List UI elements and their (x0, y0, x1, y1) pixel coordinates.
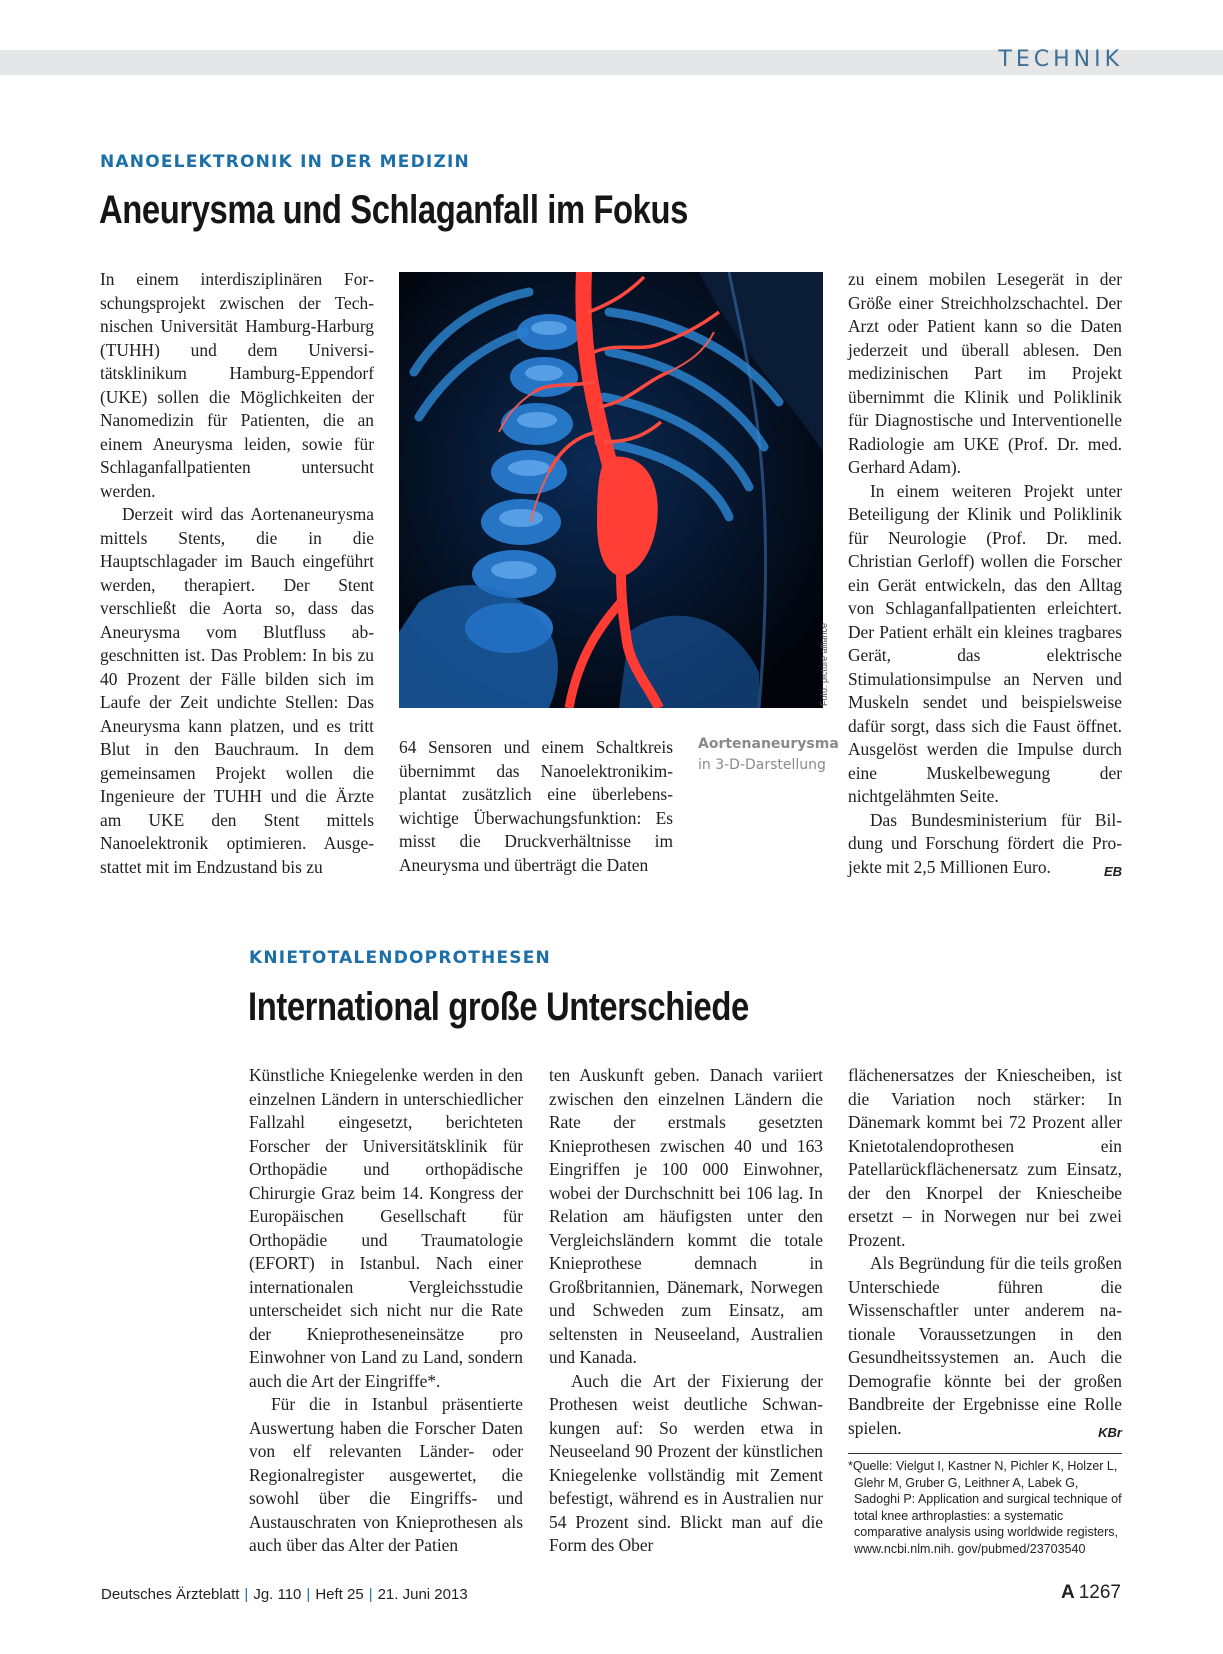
aortic-aneurysm-image (399, 272, 823, 708)
issue: Heft 25 (315, 1586, 364, 1603)
image-caption-subtitle: in 3-D-Darstellung (698, 757, 826, 773)
paragraph: ten Auskunft geben. Danach variiert zwischen den einzelnen Ländern die Rate der erstmals gesetzten Knieprothesen zwischen 40 und 163 Eingriffen je 100 000 Einwohner, wobei der Durchschnitt bei 106 lag. In Relation am häufigsten unter den Vergleichsländern kommt die totale Knieprothese demnach in Großbritannien, Dänemark, Norwegen und Schweden zum Einsatz, am seltensten in Neuseeland, Australien und Kanada. (549, 1065, 823, 1367)
section-label: TECHNIK (998, 47, 1123, 72)
author-signature: KBr (1098, 1424, 1122, 1440)
article1-column-3 (848, 268, 1122, 883)
paragraph: Derzeit wird das Aortenaneurysma mittels Stents, die in die Hauptschlagader im Bauch eingeführt werden, therapiert. Der Stent verschließt die Aorta so, dass das Aneurysma vom Blutfluss abgeschnitten ist. Das Problem: In bis zu 40 Prozent der Fälle bilden sich im Laufe der Zeit undichte Stellen: Das Aneurysma kann platzen, und es tritt Blut in den Bauchraum. In dem gemeinsamen Projekt wollen die Ingenieure der TUHH und die Ärzte am UKE den Stent mittels Nanoelektronik optimieren. Ausgestattet mit im Endzustand bis zu (100, 504, 374, 877)
article1-column-2 (399, 736, 673, 877)
volume: Jg. 110 (253, 1586, 302, 1603)
article1-column-1 (100, 268, 374, 879)
paragraph: flächenersatzes der Kniescheiben, ist die Variation noch stärker: In Dänemark kommt bei 72 Prozent aller Knietotalendoprothesen ein Patellarückflächenersatz zum Einsatz, der den Knorpel der Kniescheibe ersetzt – in Norwegen nur bei zwei Prozent. (848, 1065, 1122, 1250)
paragraph: Das Bundesministerium für Bildung und Forschung fördert die Projekte mit 2,5 Millionen Euro. EB (848, 809, 1122, 880)
footnote: *Quelle: Vielgut I, Kastner N, Pichler K, Holzer L, Glehr M, Gruber G, Leithner A, Labek G, Sadoghi P: Application and surgical technique of total knee arthroplasties: a systematic comparative analysis using worldwide registers, www.ncbi.nlm.nih. gov/pubmed/23703540 (848, 1459, 1122, 1556)
article2-column-2 (549, 1064, 823, 1558)
image-caption-title: Aortenaneurysma (698, 736, 839, 752)
article1-title: Aneurysma und Schlaganfall im Fokus (99, 188, 688, 232)
footnote-divider (848, 1453, 1122, 1454)
paragraph: Auch die Art der Fixierung der Prothesen weist deutliche Schwankungen auf: So werden etwa in Neuseeland 90 Prozent der künstlichen Kniegelenke vollständig mit Zement befestigt, während es in Australien nur 54 Prozent sind. Blickt man auf die Form des Ober (549, 1370, 823, 1555)
photo-credit: Foto: picture alliance (819, 622, 829, 706)
article2-kicker: KNIETOTALENDOPROTHESEN (249, 948, 551, 968)
paragraph: Für die in Istanbul präsentierte Auswertung haben die Forscher Daten von elf relevanten Länder- oder Regionalregister ausgewertet, die sowohl über die Eingriffs- und Austauschraten von Knieprothesen als auch über das Alter der Patien (249, 1394, 523, 1555)
page-number: A 1267 (1060, 1582, 1121, 1603)
article2-title: International große Unterschiede (248, 985, 749, 1029)
journal-name: Deutsches Ärzteblatt (101, 1586, 240, 1603)
article2-column-1 (249, 1064, 523, 1558)
paragraph: zu einem mobilen Lesegerät in der Größe einer Streichholzschachtel. Der Arzt oder Patient kann so die Daten jederzeit und überall ablesen. Den medizinischen Part im Projekt übernimmt die Klinik und Poliklinik für Diagnostische und Interventionelle Radiologie am UKE (Prof. Dr. med. Gerhard Adam). (848, 269, 1122, 477)
paragraph: In einem interdisziplinären Forschungsprojekt zwischen der Technischen Universität Hamburg-Harburg (TUHH) und dem Universitätsklinikum Hamburg-Eppendorf (UKE) sollen die Möglichkeiten der Nanomedizin für Patienten, die an einem Aneurysma leiden, sowie für Schlaganfallpatienten untersucht werden. (100, 269, 374, 501)
paragraph: In einem weiteren Projekt unter Beteiligung der Klinik und Poliklinik für Neurologie (Prof. Dr. med. Christian Gerloff) wollen die Forscher ein Gerät entwickeln, das den Alltag von Schlaganfallpatienten erleichtert. Der Patient erhält ein kleines tragbares Gerät, das elektrische Stimulationsimpulse an Nerven und Muskeln sendet und beispielsweise dafür sorgt, dass sich die Faust öffnet. Ausgelöst werden die Impulse durch eine Muskelbewegung der nichtgelähmten Seite. (848, 480, 1122, 806)
page-footer: Deutsches Ärzteblatt | Jg. 110 | Heft 25 | 21. Juni 2013 (101, 1586, 468, 1603)
paragraph: Künstliche Kniegelenke werden in den einzelnen Ländern in unterschiedlicher Fallzahl eingesetzt, berichteten Forscher der Universitätsklinik für Orthopädie und orthopädische Chirurgie Graz beim 14. Kongress der Europäischen Gesellschaft für Orthopädie und Traumatologie (EFORT) in Istanbul. Nach einer internationalen Vergleichsstudie unterscheidet sich nicht nur die Rate der Knieprotheseneinsätze pro Einwohner von Land zu Land, sondern auch die Art der Eingriffe*. (249, 1065, 523, 1391)
issue-date: 21. Juni 2013 (377, 1586, 468, 1603)
author-signature: EB (1103, 863, 1122, 879)
paragraph: 64 Sensoren und einem Schaltkreis übernimmt das Nanoelektronikimplantat zusätzlich eine überlebenswichtige Überwachungsfunktion: Es misst die Druckverhältnisse im Aneurysma und überträgt die Daten (399, 737, 673, 875)
paragraph: Als Begründung für die teils großen Unterschiede führen die Wissenschaftler unter anderem nationale Voraussetzungen in den Gesundheitssystemen an. Auch die Demografie könnte bei der großen Bandbreite der Ergebnisse eine Rolle spielen. KBr (848, 1252, 1122, 1440)
article1-kicker: NANOELEKTRONIK IN DER MEDIZIN (100, 152, 470, 172)
article2-column-3 (848, 1064, 1122, 1444)
